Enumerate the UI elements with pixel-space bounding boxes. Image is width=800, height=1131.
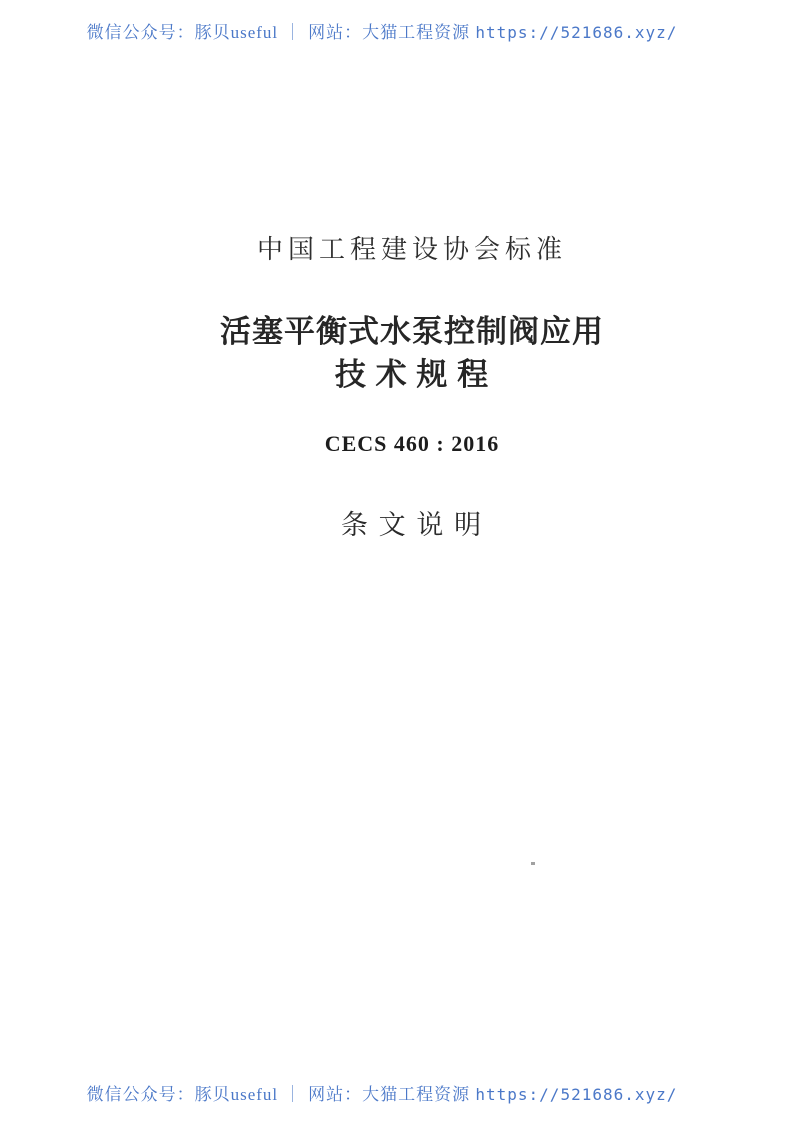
watermark-site-label: 网站：大猫工程资源 xyxy=(308,1085,471,1104)
watermark-url: https://521686.xyz/ xyxy=(475,23,678,42)
section-label-explanatory-provisions: 条 文 说 明 xyxy=(340,510,484,540)
watermark-top xyxy=(0,18,782,43)
watermark-url: https://521686.xyz/ xyxy=(475,1085,678,1104)
standard-code: CECS 460 : 2016 xyxy=(324,431,500,456)
document-title-line2: 技 术 规 程 xyxy=(334,357,490,392)
association-standard-heading: 中国工程建设协会标准 xyxy=(256,235,567,264)
watermark-bottom xyxy=(0,1080,782,1105)
document-title-line1: 活塞平衡式水泵控制阀应用 xyxy=(220,314,604,349)
watermark-site-label: 网站：大猫工程资源 xyxy=(308,23,471,42)
watermark-wechat-label: 微信公众号：豚贝useful xyxy=(86,23,279,42)
scan-artifact-dot xyxy=(531,862,535,865)
watermark-wechat-label: 微信公众号：豚贝useful xyxy=(86,1085,279,1104)
watermark-divider: ｜ xyxy=(284,23,303,42)
watermark-divider: ｜ xyxy=(284,1085,303,1104)
